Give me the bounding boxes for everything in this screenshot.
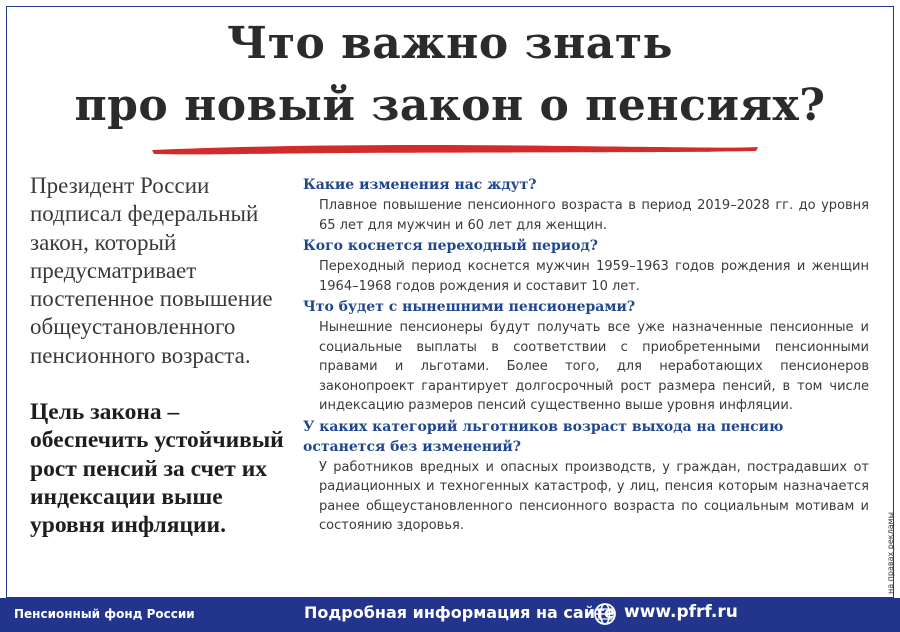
intro-text: Президент России подписал федеральный закон, который предусматривает постепенное повышение общеустановленного пенсионного возраста. — [30, 173, 273, 368]
red-brush-underline — [150, 141, 760, 157]
headline-line-1: Что важно знать — [227, 18, 673, 69]
globe-icon — [593, 602, 617, 626]
faq-question-3: Что будет с нынешними пенсионерами? — [303, 299, 636, 315]
faq-answer-1: Плавное повышение пенсионного возраста в период 2019–2028 гг. до уровня 65 лет для мужчин и 60 лет для женщин. — [319, 198, 869, 233]
advertising-note: на правах рекламы — [886, 512, 895, 594]
fund-name: Пенсионный фонд России — [14, 607, 195, 621]
faq-question-4: У каких категорий льготников возраст выхода на пенсию останется без изменений? — [303, 418, 784, 455]
faq-column — [303, 175, 869, 537]
faq-answer-2: Переходный период коснется мужчин 1959–1963 годов рождения и женщин 1964–1968 годов рождения и составит 10 лет. — [319, 259, 869, 294]
goal-text: Цель закона – обеспечить устойчивый рост пенсий за счет их индексации выше уровня инфляции. — [30, 399, 284, 539]
left-column — [30, 172, 295, 540]
faq-answer-4: У работников вредных и опасных производств, у граждан, пострадавших от радиационных и техногенных катастроф, у лиц, пенсия которым назначается ранее общеустановленного пенсионного возраста по социальным мотивам и состоянию здоровья. — [319, 459, 869, 533]
footer-bar — [0, 598, 900, 632]
headline-line-2: про новый закон о пенсиях? — [74, 80, 826, 131]
more-info-label: Подробная информация на сайте — [304, 603, 616, 622]
website-link[interactable]: www.pfrf.ru — [624, 602, 738, 622]
faq-question-1: Какие изменения нас ждут? — [303, 177, 537, 193]
faq-answer-3: Нынешние пенсионеры будут получать все уже назначенные пенсионные и социальные выплаты в соответствии с приобретенными пенсионными правами и льготами. Более того, для неработающих пенсионеров законопроект гарантирует долгосрочный рост размера пенсий, в том числе индексацию размеров пенсий существенно выше уровня инфляции. — [319, 320, 869, 413]
faq-question-2: Кого коснется переходный период? — [303, 238, 599, 254]
